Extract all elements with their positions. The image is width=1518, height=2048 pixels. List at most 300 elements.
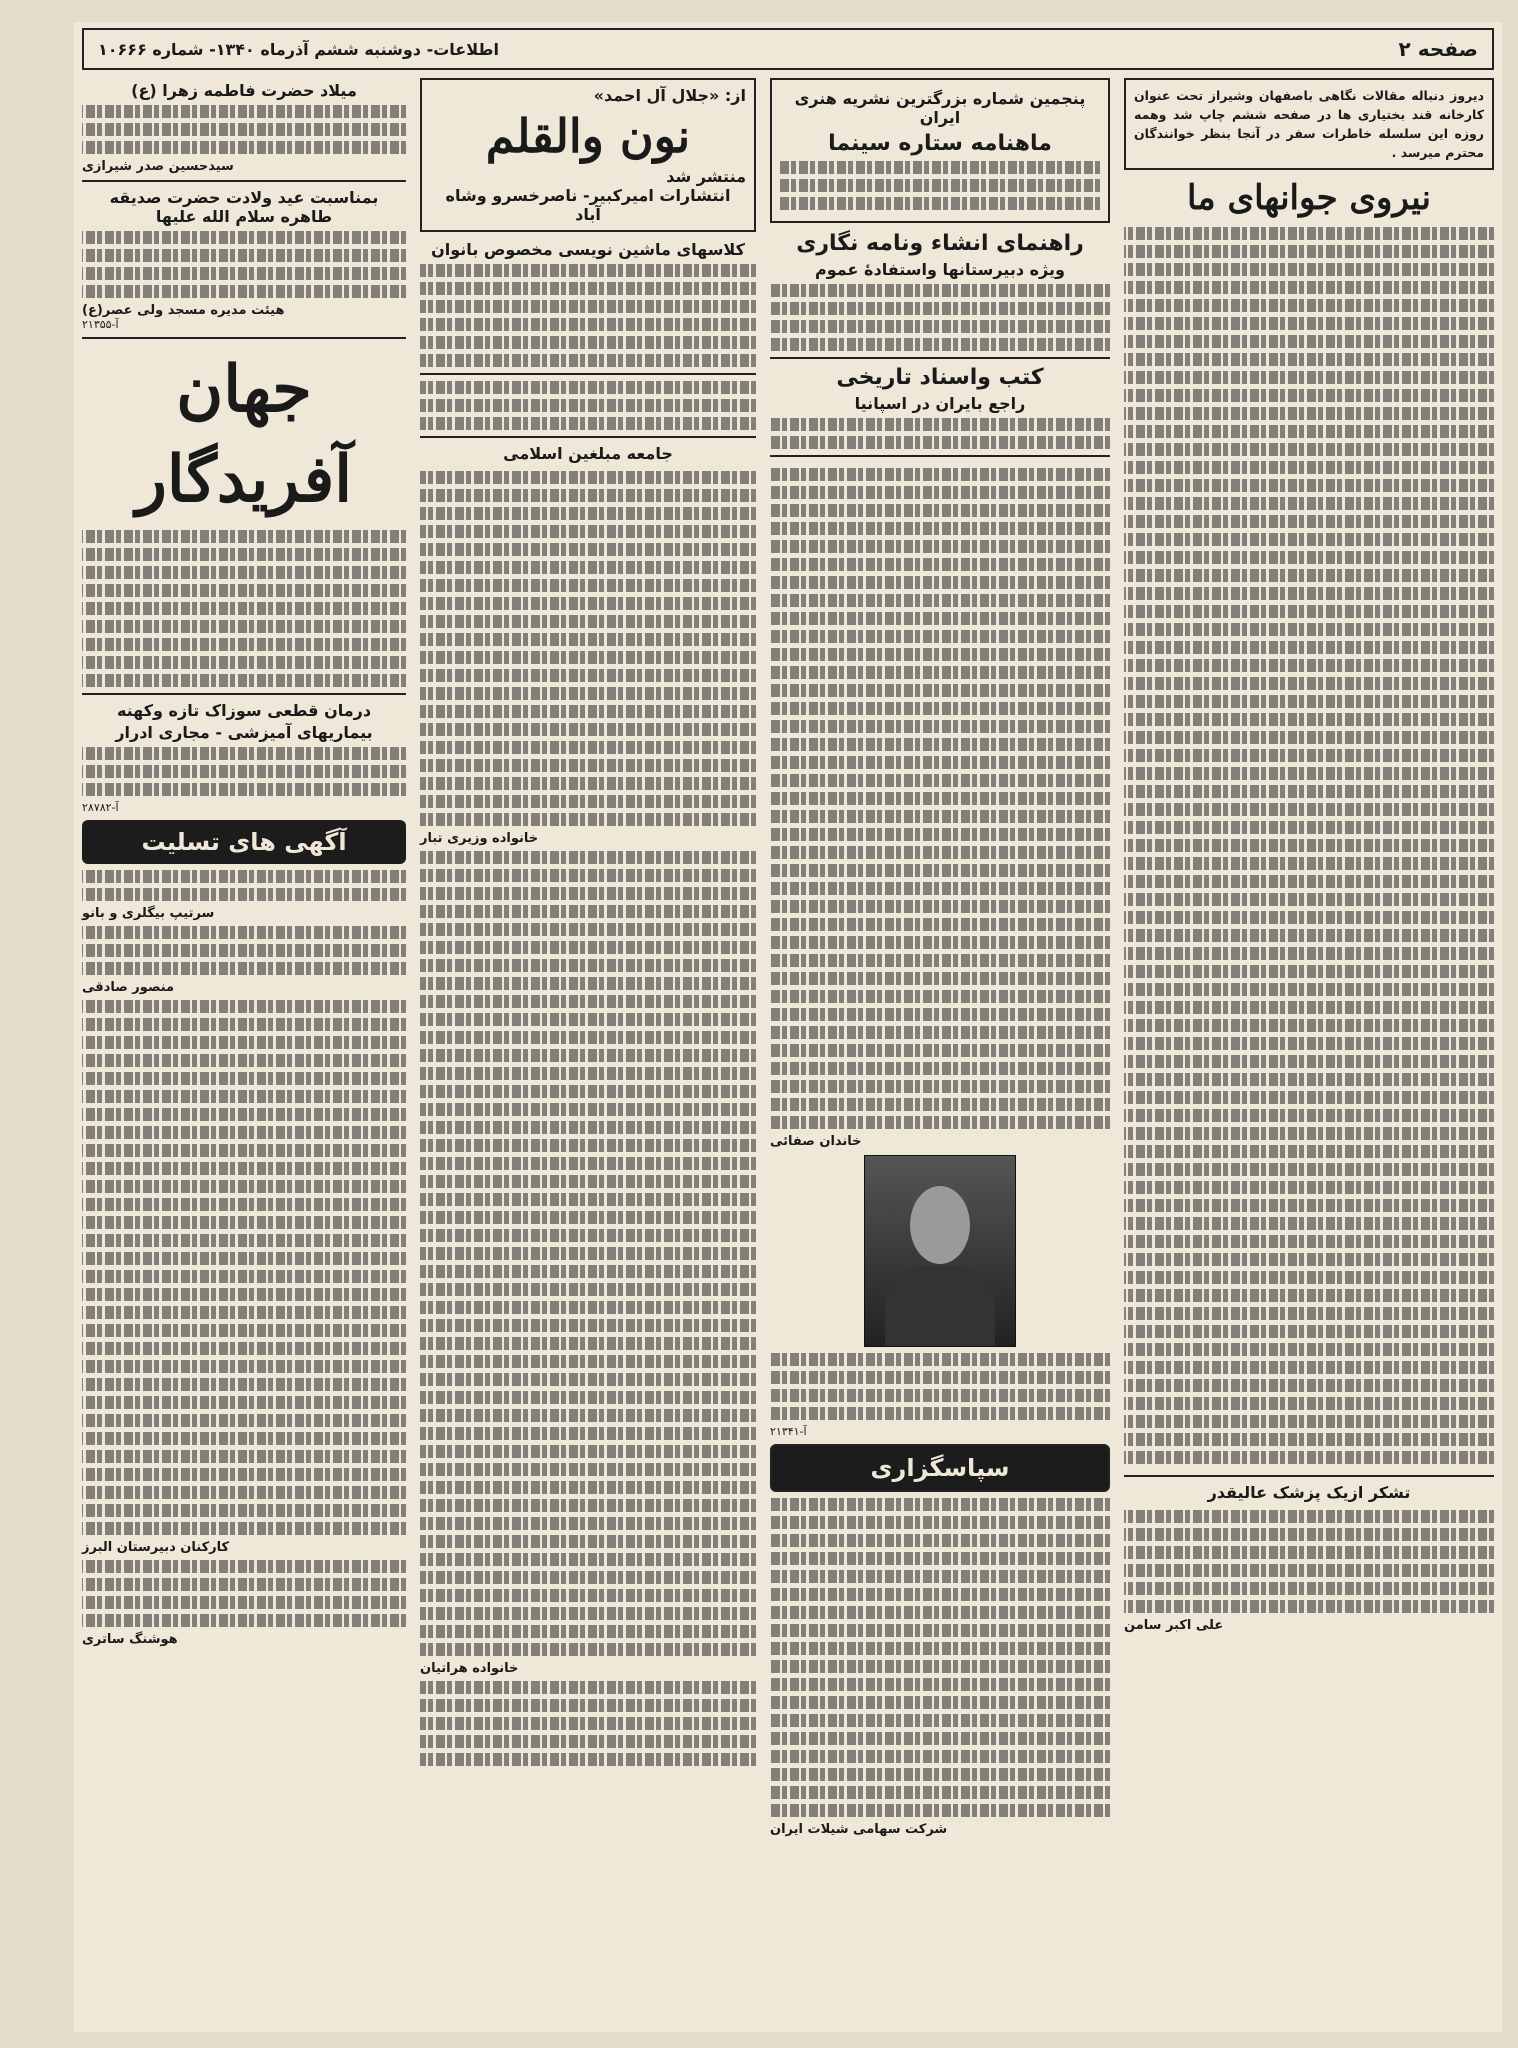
- text-line: [770, 1098, 1110, 1111]
- text-line: [82, 870, 406, 883]
- text-line: [1124, 479, 1494, 492]
- text-line: [1124, 1528, 1494, 1541]
- text-line: [82, 285, 406, 298]
- text-line: [82, 674, 406, 687]
- text-line: [82, 1144, 406, 1157]
- text-line: [1124, 1109, 1494, 1122]
- text-line: [1124, 353, 1494, 366]
- text-line: [770, 1353, 1110, 1366]
- text-line: [420, 705, 756, 718]
- mawlid-signature: سیدحسین صدر شیرازی: [82, 159, 234, 174]
- text-line: [1124, 317, 1494, 330]
- text-line: [770, 1516, 1110, 1529]
- text-line: [1124, 677, 1494, 690]
- mawlid-title: میلاد حضرت فاطمه زهرا (ع): [131, 81, 357, 100]
- text-line: [770, 558, 1110, 571]
- text-line: [770, 284, 1110, 297]
- text-line: [1124, 1564, 1494, 1577]
- text-line: [420, 1517, 756, 1530]
- text-line: [1124, 731, 1494, 744]
- text-line: [82, 1054, 406, 1067]
- text-line: [420, 1103, 756, 1116]
- family-signature: خاندان صفائی: [770, 1134, 862, 1149]
- text-line: [1124, 1289, 1494, 1302]
- text-line: [82, 249, 406, 262]
- text-line: [770, 1660, 1110, 1673]
- text-line: [82, 656, 406, 669]
- text-line: [1124, 1307, 1494, 1320]
- text-line: [770, 612, 1110, 625]
- text-line: [1124, 389, 1494, 402]
- text-line: [770, 504, 1110, 517]
- text-line: [1124, 839, 1494, 852]
- text-line: [420, 525, 756, 538]
- text-line: [1124, 551, 1494, 564]
- cure-title: درمان قطعی سوزاک تازه وکهنه: [116, 701, 372, 720]
- text-line: [420, 777, 756, 790]
- text-line: [420, 1607, 756, 1620]
- text-line: [82, 141, 406, 154]
- text-line: [1124, 803, 1494, 816]
- text-line: [420, 1283, 756, 1296]
- text-line: [82, 530, 406, 543]
- text-line: [770, 1786, 1110, 1799]
- society-title: جامعه مبلغین اسلامی: [503, 444, 673, 463]
- text-line: [420, 633, 756, 646]
- text-line: [770, 846, 1110, 859]
- text-line: [770, 1371, 1110, 1384]
- text-line: [82, 1180, 406, 1193]
- text-line: [780, 161, 1100, 174]
- text-line: [82, 1000, 406, 1013]
- text-line: [420, 941, 756, 954]
- text-line: [1124, 425, 1494, 438]
- book-author: از: «جلال آل احمد»: [593, 86, 746, 105]
- text-line: [82, 962, 406, 975]
- book-title: نون والقلم: [485, 109, 691, 163]
- text-line: [1124, 893, 1494, 906]
- text-line: [770, 774, 1110, 787]
- text-line: [82, 1324, 406, 1337]
- text-line: [1124, 407, 1494, 420]
- text-line: [770, 1804, 1110, 1817]
- text-line: [420, 759, 756, 772]
- page-label: صفحه ۲: [1398, 37, 1478, 61]
- text-line: [770, 630, 1110, 643]
- family2-signature: خانواده هراتیان: [420, 1661, 519, 1676]
- text-line: [770, 338, 1110, 351]
- newspaper-page: [74, 22, 1502, 2032]
- text-line: [1124, 623, 1494, 636]
- text-line: [420, 336, 756, 349]
- family1-signature: خانواده وزیری تبار: [420, 831, 539, 846]
- text-line: [420, 687, 756, 700]
- text-line: [1124, 1361, 1494, 1374]
- text-line: [82, 888, 406, 901]
- text-line: [1124, 1325, 1494, 1338]
- text-line: [420, 507, 756, 520]
- condolence-sig-2: منصور صادقی: [82, 980, 175, 995]
- text-line: [1124, 713, 1494, 726]
- text-line: [420, 543, 756, 556]
- text-line: [420, 471, 756, 484]
- text-line: [420, 615, 756, 628]
- text-line: [82, 1288, 406, 1301]
- cinema-sub: پنجمین شماره بزرگترین نشریه هنری ایران: [794, 89, 1086, 127]
- text-line: [1124, 821, 1494, 834]
- text-line: [770, 1534, 1110, 1547]
- condolence-sig-1: سرتیپ بیگلری و بانو: [82, 906, 215, 921]
- text-line: [420, 1699, 756, 1712]
- text-line: [420, 1553, 756, 1566]
- cinema-ad: [770, 78, 1110, 223]
- text-line: [82, 1162, 406, 1175]
- text-line: [82, 1450, 406, 1463]
- text-line: [420, 282, 756, 295]
- article-title: نیروی جوانهای ما: [1187, 178, 1431, 218]
- text-line: [770, 666, 1110, 679]
- thanks-signature: علی اکبر سامن: [1124, 1618, 1224, 1633]
- text-line: [82, 1396, 406, 1409]
- text-line: [770, 792, 1110, 805]
- column-4: [82, 78, 406, 2024]
- text-line: [420, 1625, 756, 1638]
- text-line: [770, 1008, 1110, 1021]
- text-line: [770, 954, 1110, 967]
- text-line: [1124, 911, 1494, 924]
- text-line: [770, 1642, 1110, 1655]
- text-line: [420, 1753, 756, 1766]
- text-line: [82, 1342, 406, 1355]
- text-line: [82, 1504, 406, 1517]
- text-line: [420, 318, 756, 331]
- text-line: [1124, 1600, 1494, 1613]
- docs-sub: راجع بایران در اسپانیا: [854, 394, 1026, 413]
- text-line: [770, 1750, 1110, 1763]
- guide-title: راهنمای انشاء ونامه نگاری: [796, 231, 1084, 256]
- text-line: [420, 741, 756, 754]
- divider: [420, 373, 756, 375]
- text-line: [82, 638, 406, 651]
- text-line: [1124, 1127, 1494, 1140]
- condolences-body: [82, 995, 406, 1540]
- thanks-title: تشکر ازیک پزشک عالیقدر: [1207, 1483, 1411, 1502]
- text-line: [82, 566, 406, 579]
- text-line: [420, 905, 756, 918]
- cure-sub: بیماریهای آمیزشی - مجاری ادرار: [115, 723, 373, 742]
- text-line: [1124, 1055, 1494, 1068]
- text-line: [82, 1270, 406, 1283]
- text-line: [420, 1193, 756, 1206]
- text-line: [420, 1681, 756, 1694]
- text-line: [420, 1139, 756, 1152]
- divider: [82, 337, 406, 339]
- text-line: [1124, 497, 1494, 510]
- text-line: [1124, 785, 1494, 798]
- text-line: [420, 1067, 756, 1080]
- text-line: [1124, 1073, 1494, 1086]
- text-line: [1124, 1379, 1494, 1392]
- divider: [82, 693, 406, 695]
- text-line: [770, 540, 1110, 553]
- text-line: [1124, 1145, 1494, 1158]
- text-line: [1124, 1415, 1494, 1428]
- text-line: [420, 579, 756, 592]
- text-line: [82, 1234, 406, 1247]
- condolence-banner: آگهی های تسلیت: [82, 820, 406, 864]
- obituaries-2: [770, 463, 1110, 1134]
- ad-code-3: آ-۲۱۳۴۱: [770, 1425, 807, 1438]
- text-line: [82, 620, 406, 633]
- text-line: [420, 1571, 756, 1584]
- text-line: [1124, 533, 1494, 546]
- divider: [770, 357, 1110, 359]
- text-line: [420, 1247, 756, 1260]
- text-line: [1124, 857, 1494, 870]
- world-creator-ad: جهان آفریدگار: [136, 352, 352, 517]
- text-line: [1124, 983, 1494, 996]
- sepas-banner: سپاسگزاری: [770, 1444, 1110, 1492]
- text-line: [420, 813, 756, 826]
- text-line: [1124, 875, 1494, 888]
- text-line: [82, 1306, 406, 1319]
- text-line: [770, 738, 1110, 751]
- text-line: [82, 1360, 406, 1373]
- text-line: [770, 468, 1110, 481]
- text-line: [1124, 1091, 1494, 1104]
- text-line: [1124, 947, 1494, 960]
- text-line: [420, 354, 756, 367]
- text-line: [1124, 1433, 1494, 1446]
- text-line: [1124, 461, 1494, 474]
- text-line: [420, 995, 756, 1008]
- text-line: [770, 594, 1110, 607]
- text-line: [770, 810, 1110, 823]
- text-line: [1124, 227, 1494, 240]
- text-line: [82, 1018, 406, 1031]
- text-line: [1124, 299, 1494, 312]
- ad-code-2: آ-۲۸۷۸۲: [82, 801, 119, 814]
- text-line: [1124, 1510, 1494, 1523]
- text-line: [1124, 1019, 1494, 1032]
- column-2: [770, 78, 1110, 2024]
- divider: [1124, 1475, 1494, 1477]
- text-line: [780, 179, 1100, 192]
- text-line: [770, 702, 1110, 715]
- book-publisher: انتشارات امیرکبیر- ناصرخسرو وشاه آباد: [445, 186, 731, 224]
- class-title: کلاسهای ماشین نویسی مخصوص بانوان: [431, 240, 745, 259]
- text-line: [1124, 659, 1494, 672]
- text-line: [420, 264, 756, 277]
- text-line: [1124, 641, 1494, 654]
- obituaries-3b: [420, 846, 756, 1661]
- text-line: [420, 1499, 756, 1512]
- text-line: [82, 926, 406, 939]
- text-line: [1124, 587, 1494, 600]
- text-line: [420, 1589, 756, 1602]
- text-line: [770, 828, 1110, 841]
- text-line: [82, 1072, 406, 1085]
- text-line: [770, 1407, 1110, 1420]
- intro-box: [1124, 78, 1494, 170]
- text-line: [770, 1588, 1110, 1601]
- text-line: [82, 1126, 406, 1139]
- text-line: [420, 417, 756, 430]
- text-line: [770, 900, 1110, 913]
- text-line: [770, 756, 1110, 769]
- text-line: [420, 1175, 756, 1188]
- text-line: [770, 720, 1110, 733]
- text-line: [420, 561, 756, 574]
- dateline: اطلاعات- دوشنبه ششم آذرماه ۱۳۴۰- شماره ۱۰۶۶۶: [98, 39, 499, 59]
- text-line: [82, 747, 406, 760]
- text-line: [770, 1714, 1110, 1727]
- book-ad: [420, 78, 756, 232]
- text-line: [420, 300, 756, 313]
- text-line: [82, 1378, 406, 1391]
- text-line: [420, 1409, 756, 1422]
- text-line: [420, 1643, 756, 1656]
- text-line: [1124, 335, 1494, 348]
- text-line: [82, 1614, 406, 1627]
- text-line: [1124, 1582, 1494, 1595]
- text-line: [82, 1108, 406, 1121]
- text-line: [1124, 1001, 1494, 1014]
- text-line: [770, 522, 1110, 535]
- text-line: [82, 1414, 406, 1427]
- text-line: [82, 1522, 406, 1535]
- condolence-sig-3: کارکنان دبیرستان البرز: [82, 1540, 230, 1555]
- book-status: منتشر شد: [666, 167, 746, 186]
- text-line: [1124, 1181, 1494, 1194]
- text-line: [82, 584, 406, 597]
- text-line: [1124, 1217, 1494, 1230]
- text-line: [420, 381, 756, 394]
- text-line: [82, 1090, 406, 1103]
- text-line: [420, 1049, 756, 1062]
- text-line: [770, 320, 1110, 333]
- text-line: [1124, 695, 1494, 708]
- obituaries-3: [420, 466, 756, 831]
- divider: [420, 436, 756, 438]
- text-line: [780, 197, 1100, 210]
- text-line: [1124, 515, 1494, 528]
- text-line: [770, 882, 1110, 895]
- text-line: [770, 1044, 1110, 1057]
- text-line: [420, 1013, 756, 1026]
- text-line: [770, 1678, 1110, 1691]
- text-line: [420, 869, 756, 882]
- text-line: [1124, 263, 1494, 276]
- text-line: [420, 1535, 756, 1548]
- text-line: [770, 1080, 1110, 1093]
- text-line: [770, 1062, 1110, 1075]
- divider: [82, 180, 406, 182]
- text-line: [770, 1026, 1110, 1039]
- text-line: [420, 1355, 756, 1368]
- text-line: [82, 1198, 406, 1211]
- text-line: [420, 977, 756, 990]
- text-line: [420, 1463, 756, 1476]
- column-3: [420, 78, 756, 2024]
- text-line: [770, 418, 1110, 431]
- article-body: [1124, 222, 1494, 1469]
- text-line: [1124, 245, 1494, 258]
- text-line: [420, 1445, 756, 1458]
- text-line: [770, 1389, 1110, 1402]
- text-line: [82, 1468, 406, 1481]
- text-line: [420, 1265, 756, 1278]
- docs-title: کتب واسناد تاریخی: [836, 365, 1044, 390]
- text-line: [82, 1578, 406, 1591]
- text-line: [420, 1319, 756, 1332]
- guide-sub: ویژه دبیرستانها واستفادهٔ عموم: [815, 260, 1065, 279]
- text-line: [1124, 1163, 1494, 1176]
- text-line: [1124, 605, 1494, 618]
- text-line: [420, 1121, 756, 1134]
- text-line: [770, 1552, 1110, 1565]
- text-line: [1124, 965, 1494, 978]
- text-line: [420, 959, 756, 972]
- text-line: [1124, 1451, 1494, 1464]
- text-line: [770, 1624, 1110, 1637]
- text-line: [1124, 1037, 1494, 1050]
- portrait-photo: [864, 1155, 1016, 1347]
- text-line: [82, 1432, 406, 1445]
- text-line: [420, 723, 756, 736]
- cinema-title: ماهنامه ستاره سینما: [828, 131, 1052, 156]
- text-line: [82, 1216, 406, 1229]
- text-line: [1124, 1546, 1494, 1559]
- text-line: [420, 1229, 756, 1242]
- text-line: [82, 1486, 406, 1499]
- text-line: [82, 765, 406, 778]
- text-line: [770, 1768, 1110, 1781]
- text-line: [420, 399, 756, 412]
- text-line: [420, 923, 756, 936]
- text-line: [1124, 443, 1494, 456]
- text-line: [770, 1498, 1110, 1511]
- text-line: [420, 1211, 756, 1224]
- text-line: [420, 887, 756, 900]
- text-line: [420, 1391, 756, 1404]
- text-line: [420, 651, 756, 664]
- text-line: [770, 1570, 1110, 1583]
- column-1: [1124, 78, 1494, 2024]
- text-line: [770, 972, 1110, 985]
- text-line: [420, 669, 756, 682]
- text-line: [1124, 1253, 1494, 1266]
- text-line: [82, 1252, 406, 1265]
- text-line: [420, 1427, 756, 1440]
- text-line: [1124, 569, 1494, 582]
- intro-text: دیروز دنباله مقالات نگاهی باصفهان وشیراز تحت عنوان کارخانه قند بختیاری ها در صفحه ششم چاپ شد وهمه روزه این سلسله خاطرات سفر در آنجا بنظر خوانندگان محترم میرسد .: [1134, 88, 1484, 160]
- text-line: [420, 1157, 756, 1170]
- text-line: [420, 489, 756, 502]
- text-line: [420, 1085, 756, 1098]
- text-line: [1124, 1235, 1494, 1248]
- condolence-sig-4: هوشنگ ساتری: [82, 1632, 178, 1647]
- text-line: [82, 1036, 406, 1049]
- text-line: [420, 1481, 756, 1494]
- text-line: [82, 548, 406, 561]
- text-line: [420, 1735, 756, 1748]
- text-line: [770, 918, 1110, 931]
- text-line: [420, 1301, 756, 1314]
- ad-code-1: آ-۲۱۳۵۵: [82, 318, 119, 331]
- text-line: [82, 944, 406, 957]
- text-line: [82, 783, 406, 796]
